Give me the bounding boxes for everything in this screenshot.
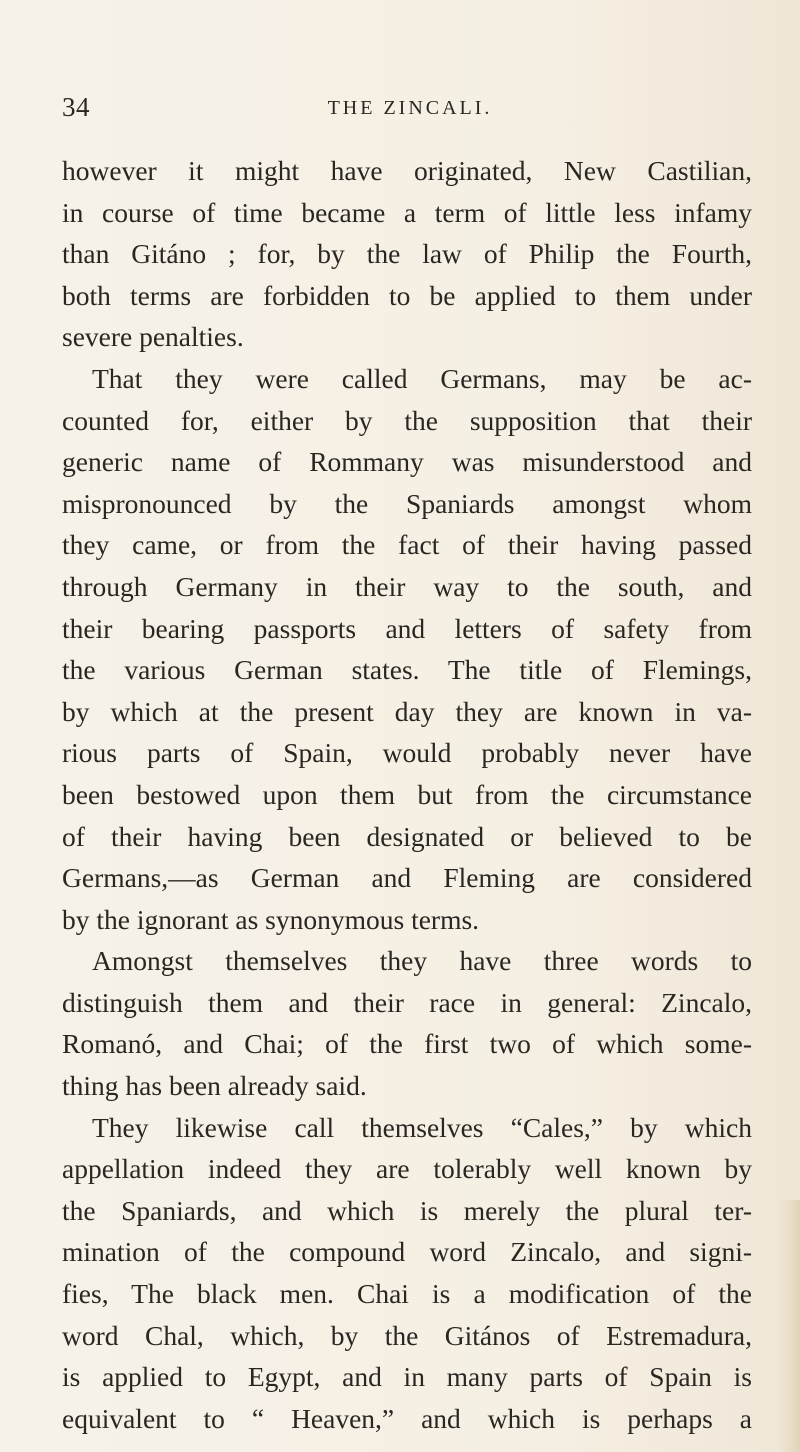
text-line: than Gitáno ; for, by the law of Philip the Fourth, [62, 238, 752, 270]
text-line: word Chal, which, by the Gitános of Estremadura, [62, 1319, 752, 1351]
text-line: by the ignorant as synonymous terms. [62, 903, 480, 935]
text-line: severe penalties. [62, 321, 244, 353]
text-line: distinguish them and their race in general: Zincalo, [62, 986, 752, 1018]
text-line: mination of the compound word Zincalo, and signi- [62, 1236, 752, 1268]
text-line: however it might have originated, New Castilian, [62, 155, 752, 186]
text-line: they came, or from the fact of their having passed [62, 529, 752, 561]
text-line: by which at the present day they are known in va- [62, 695, 752, 727]
text-line: both terms are forbidden to be applied to them under [62, 279, 752, 311]
text-line: That they were called Germans, may be ac- [92, 362, 752, 394]
text-line: through Germany in their way to the south, and [62, 570, 752, 602]
text-line: is applied to Egypt, and in many parts of Spain is [62, 1361, 752, 1393]
text-line: mispronounced by the Spaniards amongst whom [62, 487, 752, 519]
text-line: thing has been already said. [62, 1070, 367, 1102]
text-line: their bearing passports and letters of safety from [62, 612, 752, 644]
text-line: of their having been designated or believed to be [62, 820, 752, 852]
text-line: equivalent to “ Heaven,” and which is perhaps a [62, 1402, 752, 1434]
text-line: fies, The black men. Chai is a modification of the [62, 1278, 752, 1310]
text-line: Amongst themselves they have three words to [92, 945, 752, 977]
text-line: They likewise call themselves “Cales,” by which [92, 1111, 752, 1143]
text-line: appellation indeed they are tolerably well known by [62, 1153, 752, 1185]
text-line: the various German states. The title of Flemings, [62, 654, 752, 686]
text-line: Germans,—as German and Fleming are considered [62, 862, 752, 894]
running-head: THE ZINCALI. [327, 97, 493, 119]
text-line: Romanó, and Chai; of the first two of which some- [62, 1028, 752, 1060]
text-line: been bestowed upon them but from the circumstance [62, 778, 752, 810]
page-edge-shadow [778, 1200, 800, 1452]
page-header [62, 92, 752, 132]
text-line: in course of time became a term of little less infamy [62, 196, 752, 228]
text-line: rious parts of Spain, would probably never have [62, 737, 752, 769]
body-text [62, 150, 752, 1439]
text-line: counted for, either by the supposition that their [62, 404, 752, 436]
page-number: 34 [62, 92, 90, 122]
text-line: generic name of Rommany was misunderstood and [62, 446, 752, 478]
text-line: the Spaniards, and which is merely the plural ter- [62, 1194, 752, 1226]
